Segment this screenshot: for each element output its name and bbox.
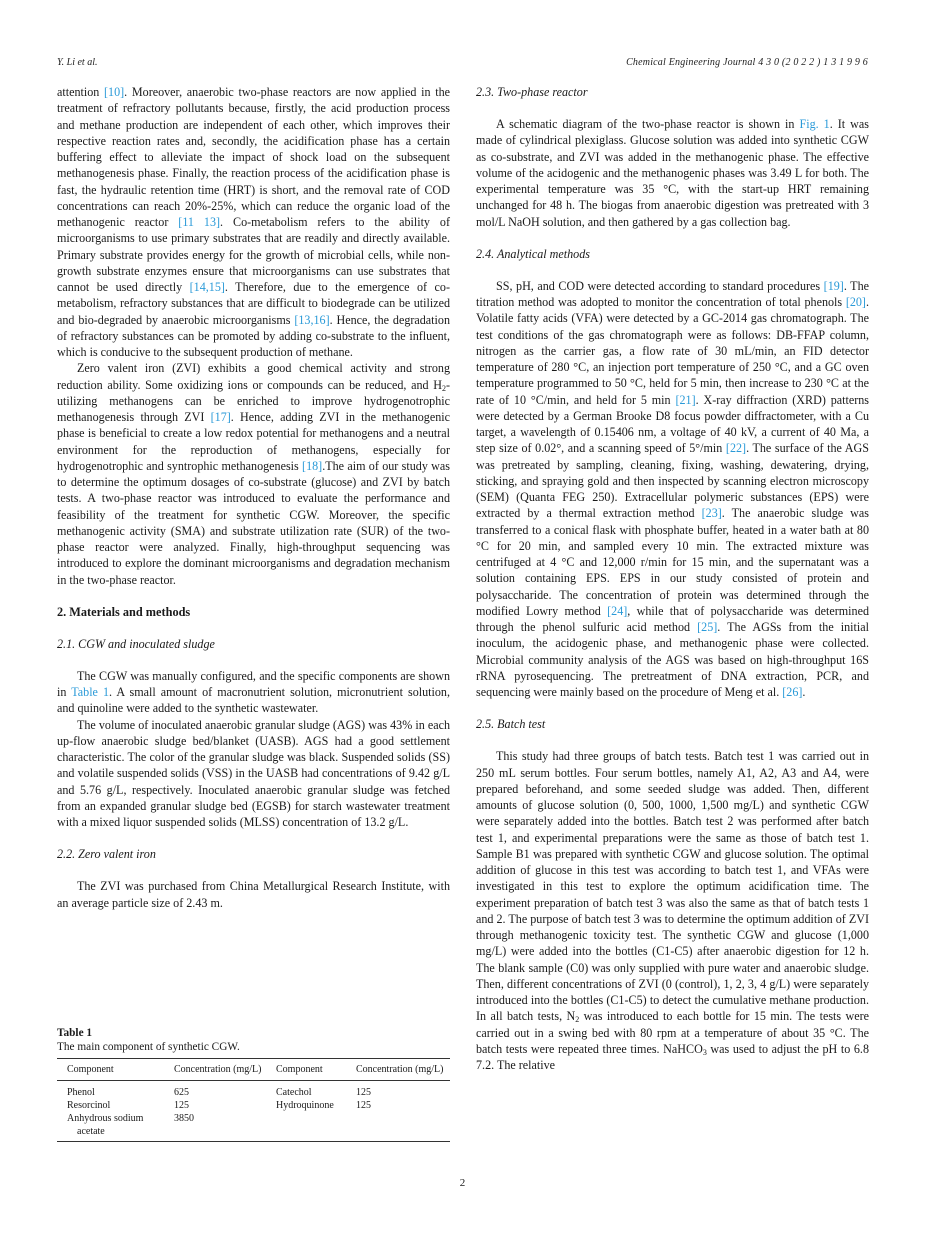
citation-link[interactable]: [23]	[701, 506, 722, 521]
citation-link[interactable]: [24]	[607, 603, 628, 618]
column-header: Component	[67, 1064, 114, 1075]
column-header: Concentration (mg/L)	[174, 1064, 262, 1075]
paragraph: The ZVI was purchased from China Metallurgical Research Institute, with an average particle size of 2.43 m.	[57, 879, 450, 910]
citation-link[interactable]: [19]	[823, 278, 844, 293]
figure-reference-link[interactable]: Fig. 1	[799, 117, 830, 131]
table-header-row	[57, 1059, 450, 1081]
intro-paragraph-2: Zero valent iron (ZVI) exhibits a good chemical activity and strong reduction ability. Some oxidizing ions or compounds can be reduced, and $H_2$-utilizing methanogens can be enriched to improve hydrogenotrophic methanogenesis through ZVI [17]. Hence, adding ZVI in the methanogenic phase is beneficial to create a low redox potential for methanogens and a neutral environment for the reproduction of methanogens, especially for hydrogenotrophic and syntrophic methanogenesis [18].The aim of our study was to determine the optimum dosages of co-substrate (glucose) and ZVI by batch tests. A two-phase reactor was introduced to evaluate the performance and feasibility of the treatment for synthetic CGW. Moreover, the specific methanogenic activity (SMA) and substrate utilization rate (SUR) of the two-phase reactor were analyzed. Finally, high-throughput sequencing was introduced to explore the dominant microorganisms and degradation mechanism in the two-phase reactor.	[57, 361, 450, 587]
table-caption: The main component of synthetic CGW.	[57, 1041, 240, 1053]
citation-link[interactable]: [14,15]	[189, 280, 225, 294]
components-table	[57, 1058, 450, 1142]
running-header-authors: Y. Li et al.	[57, 57, 98, 68]
citation-link[interactable]: [18]	[302, 458, 323, 473]
table-row: Anhydrous sodium acetate 3850	[57, 1112, 450, 1142]
left-column	[57, 84, 450, 911]
citation-link[interactable]: [17]	[210, 410, 231, 424]
subsection-heading: 2.5. Batch test	[476, 717, 546, 732]
section-heading: 2. Materials and methods	[57, 604, 191, 619]
right-column	[476, 84, 869, 1073]
intro-paragraph-1: attention [10]. Moreover, anaerobic two-phase reactors are now applied in the treatment of refractory pollutants because, firstly, the acid production process and methane production are independent of each other, which improves their respective reaction rates and, secondly, the acidification phase has a certain buffering effect to alleviate the impact of shock load on the subsequent methanogenesis phase. Finally, the reaction process of the acidification phase is fast, the hydraulic retention time (HRT) is short, and the removal rate of COD concentrations can reach 20%-25%, which can reduce the organic load of the methanogenic reactor [11 13]. Co-metabolism refers to the ability of microorganisms to use primary substrates that are readily and directly available. Primary substrate provides energy for the growth of microbial cells, while non-growth substrate enzymes ensure that microorganisms can use substrates that cannot be used directly [14,15]. Therefore, due to the emergence of co-metabolism, refractory substances that are difficult to biodegrade can be utilized and bio-degraded by anaerobic microorganisms [13,16]. Hence, the degradation of refractory substances can be promoted by adding co-substrate to the influent, which is conducive to the subsequent production of methane.	[57, 85, 450, 359]
paragraph: The volume of inoculated anaerobic granular sludge (AGS) was 43% in each up-flow anaerobic sludge bed/blanket (UASB). AGS had a good settlement characteristic. The color of the granular sludge was black. Suspended solids (SS) and volatile suspended solids (VSS) in the UASB had concentrations of 9.42 g/L and 5.76 g/L, respectively. Inoculated anaerobic granular sludge was fetched from an expanded granular sludge bed (EGSB) for starch wastewater treatment with a mixed liquor suspended solids (MLSS) concentration of 13.2 g/L.	[57, 717, 450, 829]
paragraph: The CGW was manually configured, and the specific components are shown in Table 1. A small amount of macronutrient solution, micronutrient solution, and quinoline were added to the synthetic wastewater.	[57, 668, 450, 716]
column-header: Component	[276, 1064, 323, 1075]
table-row: Resorcinol 125 Hydroquinone 125	[67, 1100, 371, 1111]
paragraph: SS, pH, and COD were detected according to standard procedures [19]. The titration method was adopted to monitor the concentration of total phenols [20]. Volatile fatty acids (VFA) were detected by a GC-2014 gas chromatograph. The test conditions of the gas chromatograph were as follows: DB-FFAP column, nitrogen as the carrier gas, a flow rate of 30 mL/min, an FID detector temperature of 280 °C, an injection port temperature of 250 °C, and a GC oven temperature programmed to 50 °C, held for 5 min, then increase to 230 °C at the rate of 10 °C/min, and held for 5 min [21]. X-ray diffraction (XRD) patterns were detected by a German Brooke D8 focus powder diffractometer, with a Cu target, a wavelength of 0.15406 nm, a voltage of 40 kV, a current of 40 Ma, a step size of 0.02°, and a scanning speed of 5°/min [22]. The surface of the AGS was pretreated by sampling, cleaning, fixing, washing, dewatering, drying, sticking, and spraying gold and then inspected by scanning electron microscopy (SEM) (Quanta FEG 250). Extracellular polymeric substances (EPS) were extracted by a thermal extraction method [23]. The anaerobic sludge was transferred to a conical flask with phosphate buffer, heated in a water bath at 80 °C for 20 min, and sampled every 10 min. The extracted mixture was centrifuged at 4 °C and 12,000 r/min for 15 min, and the supernatant was a solution containing EPS. EPS in our study consisted of protein and polysaccharide. The concentration of protein was determined through the modified Lowry method [24], while that of polysaccharide was determined through the phenol sulfuric acid method [25]. The AGSs from the initial inoculum, the acidogenic phase, and methanogenic phase were collected. Microbial community analysis of the AGS was based on high-throughput 16S rRNA pyrosequencing. The pretreatment of DNA extraction, PCR, and sequencing were mainly based on the procedure of Meng et al. [26].	[476, 278, 869, 699]
citation-link[interactable]: [25]	[697, 620, 718, 634]
subsection-heading: 2.3. Two-phase reactor	[476, 85, 588, 99]
citation-link[interactable]: [21]	[675, 392, 696, 407]
citation-link[interactable]: [26]	[782, 685, 803, 699]
running-header-journal: Chemical Engineering Journal 4 3 0 (2 0 2 2 ) 1 3 1 9 9 6	[626, 57, 868, 68]
subsection-heading: 2.4. Analytical methods	[476, 246, 590, 261]
citation-link[interactable]: [20]	[845, 295, 866, 309]
citation-link[interactable]: [22]	[725, 441, 747, 456]
citation-link[interactable]: [10]	[104, 85, 125, 99]
citation-link[interactable]: [11 13]	[178, 215, 221, 229]
subsection-heading: 2.2. Zero valent iron	[57, 847, 156, 862]
column-header: Concentration (mg/L)	[356, 1064, 444, 1075]
paragraph: This study had three groups of batch tests. Batch test 1 was carried out in 250 mL serum bottles. Four serum bottles, namely A1, A2, A3 and A4, were prepared beforehand, and some seeded sludge was added. Then, different amounts of glucose solution (0, 500, 1000, 1,500 mg/L) and synthetic CGW were separately added into the bottles. Batch test 2 was performed after batch test 1, and experimental preparations were the same as those of batch test 1. Sample B1 was prepared with synthetic CGW and glucose solution. The optimal addition of glucose in this test was according to batch test 1, and VFAs were investigated in this test to explore the optimum acidification time. The experiment preparation of batch test 3 was also the same as that of batch tests 1 and 2. The purpose of batch test 3 was to determine the optimum addition of ZVI through methanogenic toxicity test. The synthetic CGW and glucose (1,000 mg/L) were added into the bottles (C1-C5) after anaerobic digestion for 12 h. The blank sample (C0) was only supplied with pure water and anaerobic sludge. Then, different concentrations of ZVI (0 (control), 1, 2, 3, 4 g/L) were separately introduced into the bottles (C1-C5) to detect the cumulative methane production. In all batch tests, $N_2$ was introduced to each bottle for 15 min. The tests were carried out in a swing bed with 80 rpm at a temperature of about 35 °C. The batch tests were repeated three times. NaHCO$_3$ was used to adjust the pH to 6.8 7.2. The relative	[476, 749, 870, 1072]
table-reference-link[interactable]: Table 1	[71, 685, 110, 699]
table-row: Phenol 625 Catechol 125	[67, 1087, 371, 1098]
subsection-heading: 2.1. CGW and inoculated sludge	[57, 636, 215, 651]
table-label: Table 1	[57, 1027, 93, 1039]
page-number: 2	[459, 1177, 466, 1189]
paragraph: A schematic diagram of the two-phase reactor is shown in Fig. 1. It was made of cylindrical plexiglass. Glucose solution was added into synthetic CGW as co-substrate, and ZVI was added in the methanogenic phase. The effective volume of the acidogenic and the methanogenic phases was 3.49 L for both. The experimental temperature was 35 °C, with the start-up HRT remaining unchanged for 48 h. The biogas from anaerobic digestion was pretreated with 3 mol/L NaOH solution, and then gathered by a gas collection bag.	[476, 117, 869, 229]
citation-link[interactable]: [13,16]	[294, 312, 330, 327]
table-1	[57, 1026, 450, 1142]
